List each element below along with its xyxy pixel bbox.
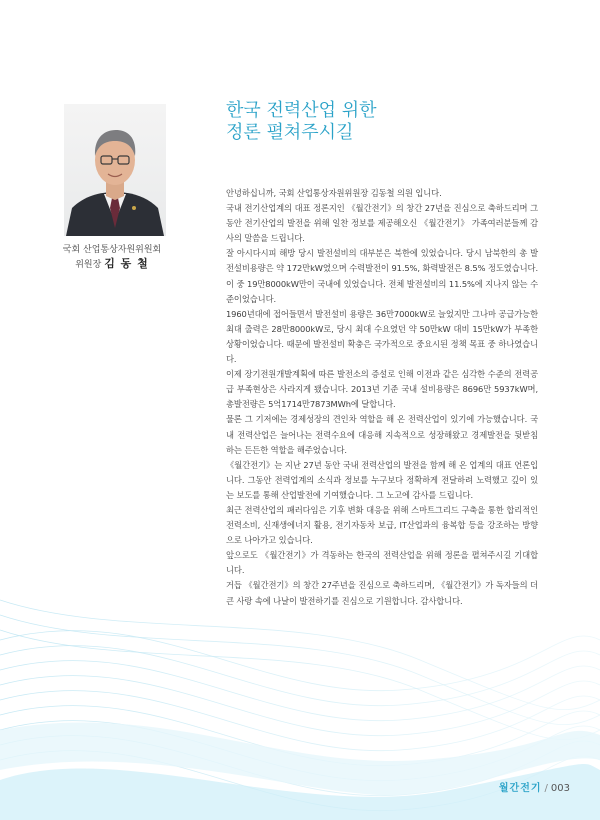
footer-separator: / <box>544 783 548 794</box>
article-title <box>226 100 377 144</box>
page-number: 003 <box>550 783 570 794</box>
paragraph: 《월간전기》는 지난 27년 동안 국내 전력산업의 발전을 함께 해 온 업계의 대표 언론입니다. 그동안 전력업계의 소식과 정보를 누구보다 정확하게 전달하려 노력했고 깊이 있는 보도를 통해 산업발전에 기여했습니다. 그 노고에 감사를 드립니다. <box>226 459 538 500</box>
paragraph: 안녕하십니까, 국회 산업통상자원위원장 김동철 의원 입니다. <box>226 188 442 198</box>
paragraph: 잘 아시다시피 해방 당시 발전설비의 대부분은 북한에 있었습니다. 당시 남북한의 총 발전설비용량은 약 172만kW였으며 수력발전이 91.5%, 화력발전은 8.5% 정도였습니다. 이 중 19만8000kW만이 국내에 있었습니다. 전체 발전설비의 11.5%에 지나지 않는 수준이었습니다. <box>226 248 538 304</box>
paragraph: 거듭 《월간전기》의 창간 27주년을 진심으로 축하드리며, 《월간전기》가 독자들의 더 큰 사랑 속에 나날이 발전하기를 진심으로 기원합니다. 감사합니다. <box>226 580 538 606</box>
paragraph: 1960년대에 접어들면서 발전설비 용량은 36만7000kW로 늘었지만 그나마 공급가능한 최대 출력은 28만8000kW로, 당시 최대 수요였던 약 50만kW 대비 15만kW가 부족한 상황이었습니다. 때문에 발전설비 확충은 국가적으로 중요시된 정책 목표 중 하나였습니다. <box>226 308 538 365</box>
profile-role-line <box>42 257 182 272</box>
profile-name: 김 동 철 <box>104 257 149 270</box>
profile-org: 국회 산업통상자원위원회 <box>62 245 162 255</box>
title-line-2: 정론 펼쳐주시길 <box>226 122 354 143</box>
profile-caption <box>42 243 182 272</box>
paragraph: 앞으로도 《월간전기》가 격동하는 한국의 전력산업을 위해 정론을 펼쳐주시길 기대합니다. <box>226 550 538 576</box>
page-footer <box>499 779 570 794</box>
article-body <box>226 186 538 609</box>
paragraph: 최근 전력산업의 패러다임은 기후 변화 대응을 위해 스마트그리드 구축을 통한 합리적인 전력소비, 신재생에너지 활용, 전기자동차 보급, IT산업과의 융복합 등을 강조하는 방향으로 나아가고 있습니다. <box>226 504 538 546</box>
title-line-1: 한국 전력산업 위한 <box>226 100 377 121</box>
paragraph: 이제 장기전원개발계획에 따른 발전소의 증설로 인해 이전과 같은 심각한 수준의 전력공급 부족현상은 사라지게 됐습니다. 2013년 기준 국내 설비용량은 8696만 5937kW며, 총발전량은 5억1714만7873MWh에 달합니다. <box>226 369 538 410</box>
person-portrait-icon <box>64 104 166 236</box>
paragraph: 국내 전기산업계의 대표 정론지인 《월간전기》의 창간 27년을 진심으로 축하드리며 그동안 전기산업의 발전을 위해 일찬 정보를 제공해오신 《월간전기》 가족여러분들께 감사의 말씀을 드립니다. <box>226 203 538 244</box>
magazine-name: 월간전기 <box>498 783 542 794</box>
portrait-photo <box>64 104 166 236</box>
profile-role: 위원장 <box>75 260 102 270</box>
paragraph: 물론 그 기저에는 경제성장의 견인차 역할을 해 온 전력산업이 있기에 가능했습니다. 국내 전력산업은 늘어나는 전력수요에 대응해 지속적으로 성장해왔고 경제발전을 뒷받침하는 든든한 역할을 해주었습니다. <box>226 414 538 455</box>
